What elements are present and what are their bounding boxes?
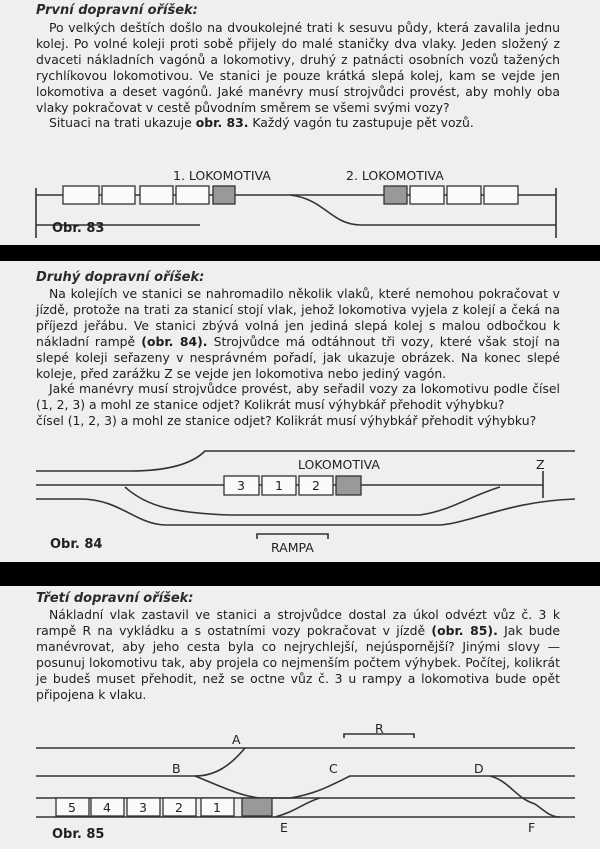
track-b xyxy=(36,748,245,776)
car-3-number: 3 xyxy=(237,478,245,493)
switch-f: F xyxy=(528,820,536,835)
label-ramp: RAMPA xyxy=(271,540,314,555)
label-ramp-r: R xyxy=(375,721,384,736)
wagon xyxy=(176,186,209,204)
puzzle-3-panel xyxy=(0,586,600,849)
lower-main-track xyxy=(36,499,575,525)
puzzle-1-paragraph-2: Situaci na trati ukazuje obr. 83. Každý vagón tu zastupuje pět vozů. xyxy=(49,115,474,131)
puzzle-3-title: Třetí dopravní oříšek: xyxy=(36,591,194,606)
figure-83-caption: Obr. 83 xyxy=(52,221,105,236)
figure-reference: obr. 83. xyxy=(195,115,249,131)
switch-a: A xyxy=(232,732,241,747)
ramp-bracket xyxy=(257,534,328,539)
figure-85-caption: Obr. 85 xyxy=(52,827,105,842)
puzzle-2-paragraph-1: Na kolejích ve stanici se nahromadilo několik vlaků, které nemohou pokračovat v jízdě, protože na trati za stanicí stojí vlak, jehož lokomotiva vyjela z kolejí a čeká na příjezd jeřábu. Ve stanici zbývá volná jen jediná slepá kolej s malou odbočkou k nákladní rampě (obr. 84). Strojvůdce má odtáhnout tři vozy, které však stojí na slepé koleji seřazeny v nesprávném pořadí, jak ukazuje obrázek. Na konec slepé koleje, před zarážku Z se vejde jen lokomotiva nebo jediný vagón. xyxy=(36,286,560,381)
switch-d-f-link xyxy=(490,776,560,817)
puzzle-2-panel xyxy=(0,261,600,562)
locomotive-1 xyxy=(213,186,235,204)
car-3-number: 3 xyxy=(139,800,147,815)
freight-train xyxy=(56,798,272,816)
wagon xyxy=(484,186,518,204)
puzzle-2-paragraph-2-repeat: čísel (1, 2, 3) a mohl ze stanice odjet? Kolikrát musí výhybkář přehodit výhybku? xyxy=(36,413,537,429)
wagon xyxy=(140,186,173,204)
track-c-d xyxy=(260,776,575,798)
car-4-number: 4 xyxy=(103,800,111,815)
switch-d: D xyxy=(474,761,484,776)
car-2-number: 2 xyxy=(175,800,183,815)
figure-84-caption: Obr. 84 xyxy=(50,537,103,552)
switch-e: E xyxy=(280,820,288,835)
switch-c: C xyxy=(329,761,338,776)
label-locomotive-2: 2. LOKOMOTIVA xyxy=(346,168,444,183)
car-5-number: 5 xyxy=(68,800,76,815)
car-1-number: 1 xyxy=(213,800,221,815)
wagon xyxy=(447,186,481,204)
switch-b: B xyxy=(172,761,181,776)
wagon xyxy=(102,186,135,204)
figure-85 xyxy=(0,586,600,849)
puzzle-1-panel xyxy=(0,0,600,245)
figure-reference: (obr. 84). xyxy=(141,333,208,349)
figure-reference: (obr. 85). xyxy=(431,622,498,638)
figure-84 xyxy=(0,261,600,562)
locomotive-2 xyxy=(384,186,407,204)
car-2-number: 2 xyxy=(312,478,320,493)
puzzle-1-title: První dopravní oříšek: xyxy=(36,3,198,18)
train-2 xyxy=(384,186,518,204)
puzzle-1-paragraph-1: Po velkých deštích došlo na dvoukolejné trati k sesuvu půdy, která zavalila jednu kolej. Po volné koleji proti sobě přijely do malé staničky dva vlaky. Jeden složený z dvaceti nákladních vagónů a lokomotivy, druhý z patnácti osobních vozů tažených rychlíkovou lokomotivou. Ve stanici je pouze krátká slepá kolej, kam se vejde jen lokomotiva a deset vagónů. Jaké manévry musí strojvůdci provést, aby mohly oba vlaky pokračovat v cestě původním směrem se všemi svými vozy? xyxy=(36,20,560,115)
train-1 xyxy=(63,186,235,204)
puzzle-2-paragraph-2: Jaké manévry musí strojvůdce provést, aby seřadil vozy za lokomotivu podle čísel (1, 2, 3) a mohl ze stanice odjet? Kolikrát musí výhybkář přehodit výhybku? xyxy=(36,381,560,413)
wagon xyxy=(410,186,444,204)
label-locomotive-1: 1. LOKOMOTIVA xyxy=(173,168,271,183)
locomotive xyxy=(242,798,272,816)
car-1-number: 1 xyxy=(275,478,283,493)
label-stop-z: Z xyxy=(536,457,545,472)
puzzle-2-title: Druhý dopravní oříšek: xyxy=(36,270,205,285)
locomotive xyxy=(336,476,361,495)
dead-end-cars xyxy=(224,476,361,495)
wagon xyxy=(63,186,99,204)
track-b-branch xyxy=(195,776,260,798)
puzzle-3-paragraph-1: Nákladní vlak zastavil ve stanici a strojvůdce dostal za úkol odvézt vůz č. 3 k rampě R na vykládku a s ostatními vozy pokračovat v jízdě (obr. 85). Jak bude manévrovat, aby jeho cesta byla co nejrychlejší, nejúspornější? Jinými slovy — posunuj lokomotivu tak, aby projela co nejmenším počtem výhybek. Počítej, kolikrát je budeš muset přehodit, než se octne vůz č. 3 u rampy a lokomotiva bude opět připojena k vlaku. xyxy=(36,607,560,702)
label-locomotive: LOKOMOTIVA xyxy=(298,457,380,472)
switch-e-link xyxy=(275,798,320,817)
figure-83 xyxy=(0,0,600,245)
